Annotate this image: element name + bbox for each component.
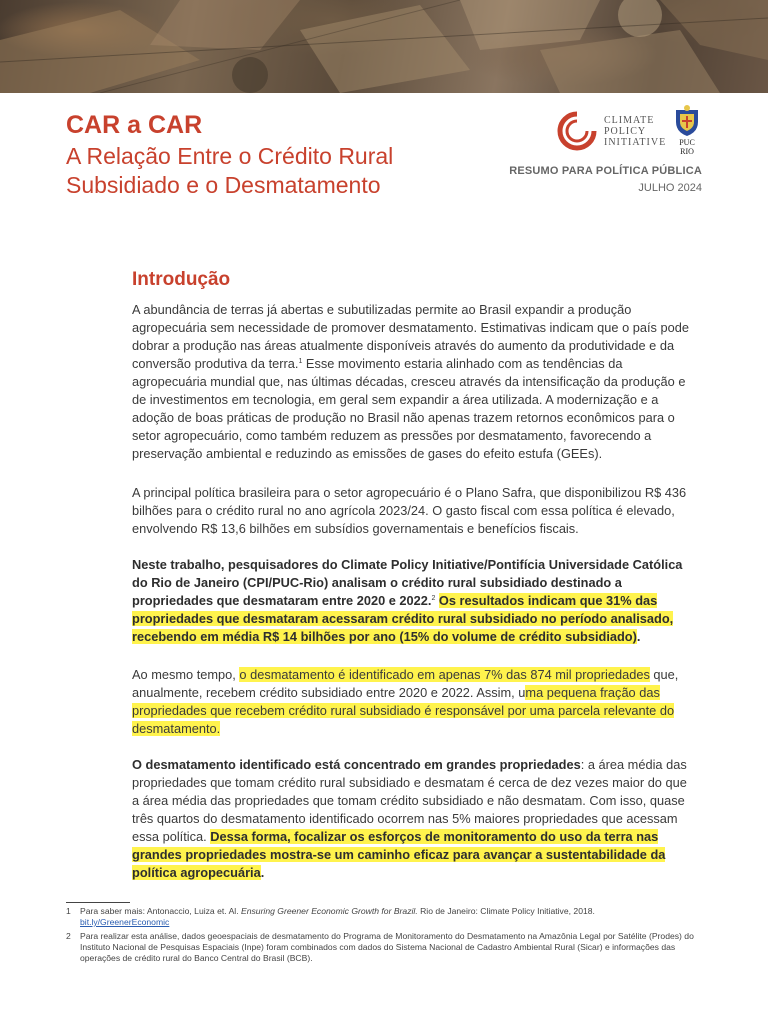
- paragraph-5: [132, 756, 697, 882]
- paragraph-5-text: : a área média das propriedades que tomam crédito rural subsidiado e desmatam é cerca de dez vezes maior do que a área média das propriedades que tomam crédito subsidiado e não desmatam. Com isso, quase três quartos do desmatamento identificado ocorrem nas 5% maiores propriedades que acessam essa política.: [132, 757, 687, 844]
- cpi-logo-text: CLIMATE POLICY INITIATIVE: [604, 115, 667, 148]
- footnote-1-text-b: Rio de Janeiro: Climate Policy Initiative, 2018.: [417, 906, 595, 916]
- paragraph-4-text-b: que, anualmente, recebem crédito subsidiado entre 2020 e 2022. Assim, u: [132, 667, 679, 700]
- paragraph-5-highlight: Dessa forma, focalizar os esforços de monitoramento do uso da terra nas grandes propriedades mostra-se um caminho eficaz para avançar a sustentabilidade da política agropecuária: [132, 829, 666, 880]
- document-type-label: RESUMO PARA POLÍTICA PÚBLICA: [509, 165, 702, 177]
- paragraph-3-end: .: [636, 629, 641, 644]
- puc-logo-text: PUC RIO: [679, 138, 695, 156]
- paragraph-1-text-a: A abundância de terras já abertas e subutilizadas permite ao Brasil expandir a produção agropecuária sem necessidade de promover desmatamento. Estimativas indicam que o país pode dobrar a produção nas áreas atualmente disponíveis através do aumento da produtividade e da conversão produtiva da terra.: [132, 302, 689, 371]
- paragraph-5-end: .: [260, 865, 265, 880]
- footnote-ref-1[interactable]: 1: [298, 358, 303, 365]
- header-banner-image: [0, 0, 768, 93]
- document-subtitle: A Relação Entre o Crédito Rural Subsidiado e o Desmatamento: [66, 143, 394, 198]
- footnote-ref-2[interactable]: 2: [431, 595, 436, 602]
- section-heading-introducao: Introdução: [132, 269, 231, 290]
- paragraph-2: [132, 484, 697, 538]
- footnote-1-title: Ensuring Greener Economic Growth for Brazil.: [240, 906, 418, 916]
- document-title: CAR a CAR: [66, 111, 203, 139]
- paragraph-2-text: A principal política brasileira para o setor agropecuário é o Plano Safra, que disponibilizou R$ 436 bilhões para o crédito rural no ano agrícola 2023/24. O gasto fiscal com essa política é elevado, envolvendo R$ 13,6 bilhões em subsídios governamentais e benefícios fiscais.: [132, 485, 687, 536]
- paragraph-3: [132, 556, 697, 646]
- paragraph-3-highlight: Os resultados indicam que 31% das propriedades que desmataram acessaram crédito rural subsidiado no período analisado, recebendo em média R$ 14 bilhões por ano (15% do volume de crédito subsidiado): [132, 593, 674, 644]
- footnote-1-link[interactable]: bit.ly/GreenerEconomic: [80, 917, 170, 927]
- paragraph-5-bold: O desmatamento identificado está concentrado em grandes propriedades: [132, 757, 581, 772]
- footnote-1-text-a: Para saber mais: Antonaccio, Luiza et. Al.: [80, 906, 241, 916]
- paragraph-3-bold: Neste trabalho, pesquisadores do Climate Policy Initiative/Pontifícia Universidade Católica do Rio de Janeiro (CPI/PUC-Rio) analisam o crédito rural subsidiado destinado a propriedades que desmataram entre 2020 e 2022.: [132, 557, 683, 608]
- paragraph-1: [132, 301, 697, 463]
- paragraph-4-highlight-1: o desmatamento é identificado em apenas 7% das 874 mil propriedades: [239, 667, 650, 682]
- footnote-1: [66, 906, 706, 928]
- puc-rio-crest-icon: [670, 104, 704, 138]
- paragraph-4-text-a: Ao mesmo tempo,: [132, 667, 240, 682]
- footnote-2-number: 2: [66, 931, 71, 941]
- footnote-divider: [66, 902, 130, 903]
- footnote-1-number: 1: [66, 906, 71, 916]
- paragraph-4-highlight-2: ma pequena fração das propriedades que recebem crédito rural subsidiado é responsável por uma parcela relevante do desmatamento.: [132, 685, 675, 736]
- footnote-2: [66, 931, 706, 964]
- document-date: JULHO 2024: [638, 182, 702, 194]
- footnotes: [66, 906, 706, 967]
- paragraph-1-text-b: Esse movimento estaria alinhado com as tendências da agropecuária mundial que, nas últimas décadas, cresceu através da intensificação da produção e de investimentos em tecnologia, em geral sem expandir a área utilizada. A modernização e a adoção de boas práticas de produção no Brasil não apenas trazem retornos econômicos para o setor agropecuário, como também reduzem as pressões por desmatamento, favorecendo a preservação ambiental e reduzindo as emissões de gases do efeito estufa (GEEs).: [132, 356, 686, 461]
- footnote-2-text: Para realizar esta análise, dados geoespaciais de desmatamento do Programa de Monitoramento do Desmatamento na Amazônia Legal por Satélite (Prodes) do Instituto Nacional de Pesquisas Espaciais (Inpe) foram combinados com dados do Sistema Nacional de Cadastro Ambiental Rural (Sicar) e informações das operações de crédito rural do Banco Central do Brasil (BCB).: [80, 931, 694, 963]
- paragraph-4: [132, 666, 697, 738]
- climate-policy-initiative-logo-icon: [556, 110, 598, 152]
